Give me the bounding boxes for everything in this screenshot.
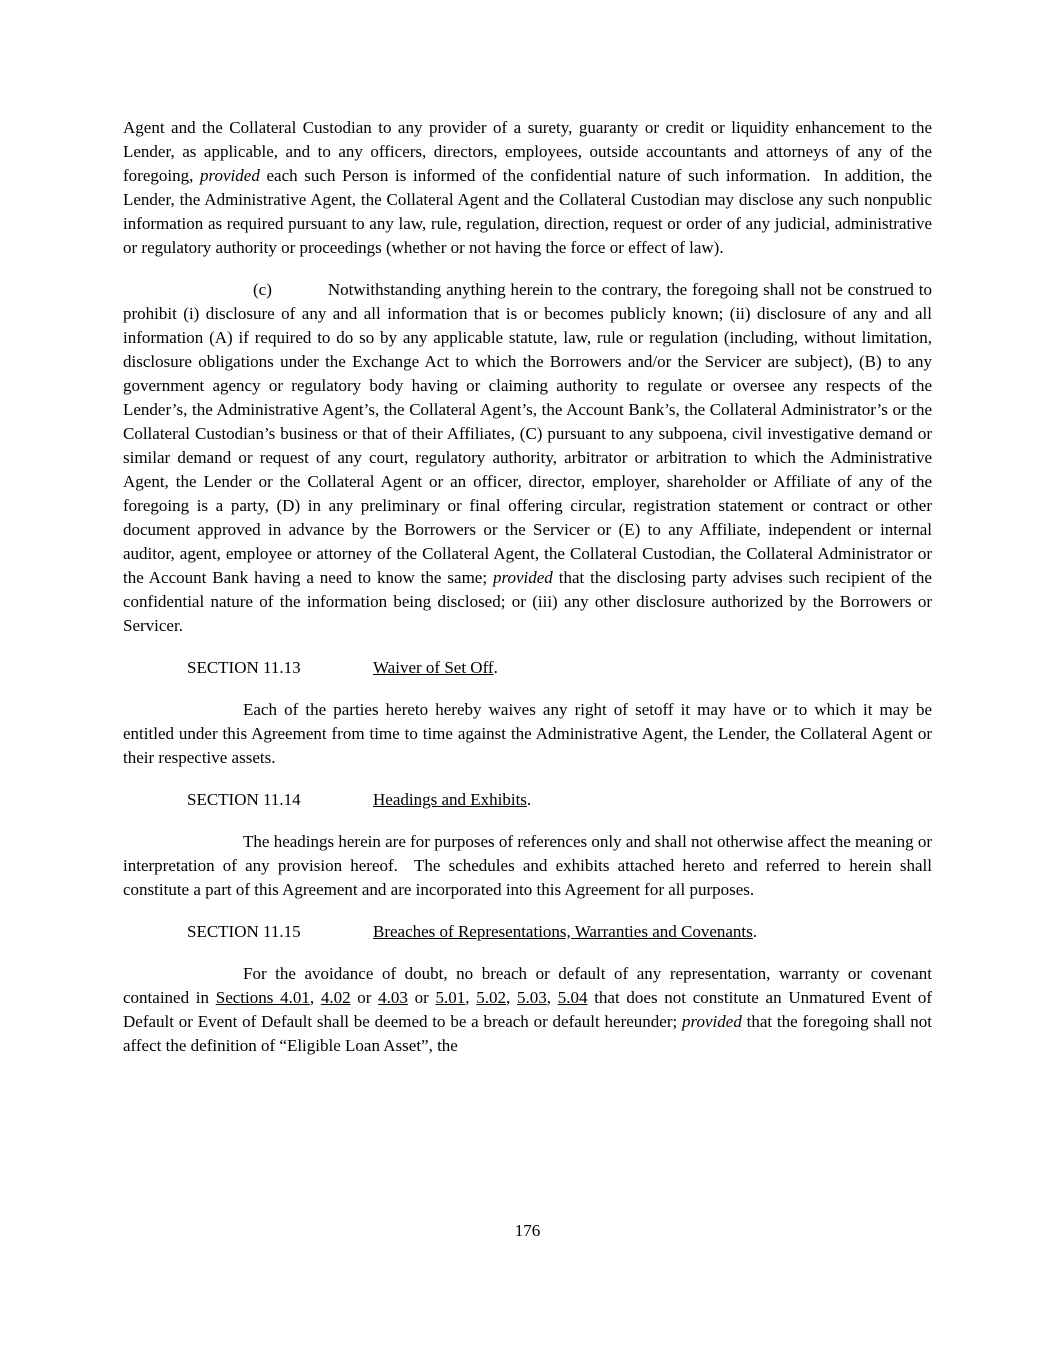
section-heading-11-15 xyxy=(123,920,932,944)
text-run: Agent and the Collateral Custodian to any provider of a surety, guaranty or credit or liquidity enhancement to the Lender, as applicable, and to any officers, directors, employees, outside accountants and attorneys of any of the foregoing, xyxy=(123,118,932,185)
paragraph-headings-and-exhibits xyxy=(123,830,932,902)
section-title-period: . xyxy=(493,658,498,677)
paragraph-c xyxy=(123,278,932,638)
text-run: that the disclosing party advises such recipient of the confidential nature of the information being disclosed; or (iii) any other disclosure authorized by the Borrowers or Servicer. xyxy=(123,568,932,635)
section-title: Breaches of Representations, Warranties and Covenants xyxy=(373,922,753,941)
page-number: 176 xyxy=(514,1221,541,1240)
italic-text-run: provided xyxy=(682,1012,742,1031)
text-run: , xyxy=(465,988,477,1007)
section-number: SECTION 11.15 xyxy=(187,922,301,941)
section-title: Headings and Exhibits xyxy=(373,790,527,809)
section-number: SECTION 11.14 xyxy=(187,790,301,809)
paragraph-waiver-of-set-off xyxy=(123,698,932,770)
section-heading-11-14 xyxy=(123,788,932,812)
text-run: that the foregoing shall not affect the definition of “Eligible Loan Asset”, the xyxy=(123,1012,933,1055)
underlined-text-run: 4.03 xyxy=(378,988,408,1007)
section-title: Waiver of Set Off xyxy=(373,658,494,677)
underlined-text-run: 5.02 xyxy=(476,988,507,1007)
text-run: Notwithstanding anything herein to the contrary, the foregoing shall not be construed to prohibit (i) disclosure of any and all information that is or becomes publicly known; (ii) disclosure of any and all information (A) if required to do so by any applicable statute, law, rule or regulation (including, without limitation, disclosure obligations under the Exchange Act to which the Borrowers and/or the Servicer are subject), (B) to any government agency or regulatory body having or claiming authority to regulate or oversee any respects of the Lender’s, the Administrative Agent’s, the Collateral Agent’s, the Account Bank’s, the Collateral Administrator’s or the Collateral Custodian’s business or that of their Affiliates, (C) pursuant to any subpoena, civil investigative demand or similar demand or request of any court, regulatory authority, arbitrator or arbitration to which the Administrative Agent, the Lender or the Collateral Agent or an officer, director, employer, shareholder or Affiliate of any of the foregoing is a party, (D) in any preliminary or final offering circular, registration statement or contract or other document approved in advance by the Borrowers or the Servicer or (E) to any Affiliate, independent or internal auditor, agent, employee or attorney of the Collateral Agent, the Collateral Custodian, the Collateral Administrator or the Account Bank having a need to know the same; xyxy=(123,280,932,587)
page-footer xyxy=(0,1219,1055,1243)
section-number: SECTION 11.13 xyxy=(187,658,301,677)
section-heading-11-13 xyxy=(123,656,932,680)
text-run: each such Person is informed of the confidential nature of such information. In addition, the Lender, the Administrative Agent, the Collateral Agent and the Collateral Custodian may disclose any such nonpublic information as required pursuant to any law, rule, regulation, direction, request or order of any judicial, administrative or regulatory authority or proceedings (whether or not having the force or effect of law). xyxy=(123,166,932,257)
text-run: For the avoidance of doubt, no breach or default of any representation, warranty or covenant contained in xyxy=(123,964,932,1007)
italic-text-run: provided xyxy=(200,166,260,185)
text-run: , xyxy=(546,988,558,1007)
paragraph-continuation xyxy=(123,116,932,260)
text-run: or xyxy=(350,988,379,1007)
underlined-text-run: 5.03 xyxy=(517,988,547,1007)
underlined-text-run: Sections 4.01 xyxy=(215,988,310,1007)
text-run: or xyxy=(407,988,436,1007)
italic-text-run: provided xyxy=(493,568,553,587)
text-run: , xyxy=(309,988,321,1007)
section-title-period: . xyxy=(752,922,758,941)
text-run: that does not constitute an Unmatured Event of Default or Event of Default shall be deemed to be a breach or default hereunder; xyxy=(123,988,933,1031)
text-run: The headings herein are for purposes of references only and shall not otherwise affect the meaning or interpretation of any provision hereof. The schedules and exhibits attached hereto and referred to herein shall constitute a part of this Agreement and are incorporated into this Agreement for all purposes. xyxy=(123,832,932,899)
section-title-period: . xyxy=(526,790,532,809)
text-run: , xyxy=(506,988,517,1007)
paragraph-c-label: (c) xyxy=(253,280,272,299)
text-run: Each of the parties hereto hereby waives any right of setoff it may have or to which it may be entitled under this Agreement from time to time against the Administrative Agent, the Lender, the Collateral Agent or their respective assets. xyxy=(123,700,932,767)
paragraph-breaches xyxy=(123,962,932,1058)
underlined-text-run: 5.01 xyxy=(435,988,466,1007)
underlined-text-run: 4.02 xyxy=(320,988,351,1007)
underlined-text-run: 5.04 xyxy=(557,988,588,1007)
paragraph-c-text xyxy=(123,280,932,635)
